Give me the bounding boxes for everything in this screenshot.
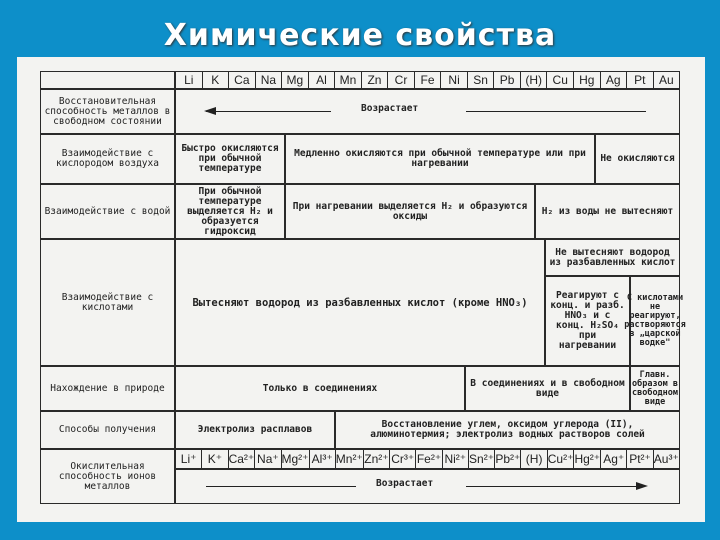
top-metal-cell: Hg <box>574 72 601 88</box>
acids-dilute-cell: Вытесняют водород из разбавленных кислот (кроме HNO₃) <box>175 239 545 366</box>
top-metal-cell: Pb <box>494 72 521 88</box>
water-heat-cell: При нагревании выделяется H₂ и образуются оксиды <box>285 184 535 239</box>
top-metal-cell: Li <box>176 72 203 88</box>
bottom-metal-cell: Ag⁺ <box>601 450 627 468</box>
acids-aqua-regia-cell: С кислотами не реагируют, растворяются в „царской водке" <box>630 276 680 366</box>
top-metal-cell: Cr <box>388 72 415 88</box>
top-metal-cell: Sn <box>468 72 495 88</box>
left-arrow-line <box>206 111 331 112</box>
bottom-metal-cell: Mn²⁺ <box>335 452 363 466</box>
oxygen-slow-cell: Медленно окисляются при обычной температуре или при нагревании <box>285 134 595 184</box>
nature-compounds-cell: Только в соединениях <box>175 366 465 411</box>
top-metal-cell: K <box>203 72 230 88</box>
acids-conc-cell: Реагируют с конц. и разб. HNO₃ и с конц. H₂SO₄ при нагревании <box>545 276 630 366</box>
water-none-cell: H₂ из воды не вытесняют <box>535 184 680 239</box>
top-metal-cell: Fe <box>415 72 442 88</box>
reducing-trend-cell <box>175 89 680 134</box>
slide-title: Химические свойства <box>163 18 557 53</box>
corner-cell <box>40 71 175 89</box>
nature-both-cell: В соединениях и в свободном виде <box>465 366 630 411</box>
row-label-oxygen: Взаимодействие с кислородом воздуха <box>40 134 175 184</box>
bottom-metal-cell: Cr³⁺ <box>390 450 416 468</box>
bottom-right-line <box>466 486 636 487</box>
bottom-metal-cell: Hg²⁺ <box>574 452 601 466</box>
row-label-methods: Способы получения <box>40 411 175 449</box>
top-metal-cell: Zn <box>362 72 389 88</box>
water-cold-cell: При обычной температуре выделяется H₂ и образуется гидроксид <box>175 184 285 239</box>
row-label-acids: Взаимодействие с кислотами <box>40 239 175 366</box>
bottom-arrow-head <box>636 482 648 490</box>
bottom-metal-cell: Ni²⁺ <box>443 450 469 468</box>
row-label-oxidizing: Окислительная способность ионов металлов <box>40 449 175 504</box>
oxygen-none-cell: Не окисляются <box>595 134 680 184</box>
row-label-nature: Нахождение в природе <box>40 366 175 411</box>
bottom-metal-cell: Mg²⁺ <box>281 452 309 466</box>
metals-row-bottom <box>175 449 680 469</box>
bottom-metal-cell: Al³⁺ <box>310 450 336 468</box>
top-metal-cell: Ag <box>601 72 628 88</box>
oxygen-fast-cell: Быстро окисляются при обычной температуре <box>175 134 285 184</box>
bottom-metal-cell: Na⁺ <box>255 450 281 468</box>
bottom-metal-cell: Sn²⁺ <box>469 452 495 466</box>
top-metal-cell: Mn <box>335 72 362 88</box>
bottom-metal-cell: Fe²⁺ <box>416 452 442 466</box>
left-arrow-head <box>204 107 216 115</box>
top-metal-cell: Al <box>309 72 336 88</box>
oxidizing-trend-text: Возрастает <box>376 478 434 489</box>
top-metal-cell: Mg <box>282 72 309 88</box>
nature-free-cell: Главн. образом в свободном виде <box>630 366 680 411</box>
metals-row-top <box>175 71 680 89</box>
bottom-metal-cell: Zn²⁺ <box>364 452 389 466</box>
top-metal-cell: Pt <box>627 72 654 88</box>
row-label-reducing: Восстановительная способность металлов в свободном состоянии <box>40 89 175 134</box>
methods-reduction-cell: Восстановление углем, оксидом углерода (II), алюминотермия; электролиз водных растворов солей <box>335 411 680 449</box>
bottom-metal-cell: Pb²⁺ <box>495 452 521 466</box>
top-metal-cell: Cu <box>547 72 574 88</box>
oxidizing-trend-cell <box>175 469 680 504</box>
bottom-metal-cell: (H) <box>521 450 547 468</box>
top-metal-cell: (H) <box>521 72 548 88</box>
row-label-water: Взаимодействие с водой <box>40 184 175 239</box>
bottom-left-line <box>206 486 356 487</box>
top-metal-cell: Ca <box>229 72 256 88</box>
bottom-metal-cell: Ca²⁺ <box>228 452 255 466</box>
bottom-metal-cell: K⁺ <box>202 450 228 468</box>
right-arrow-line <box>466 111 646 112</box>
bottom-metal-cell: Pt²⁺ <box>627 450 653 468</box>
top-metal-cell: Au <box>658 73 674 87</box>
top-metal-cell: Na <box>256 72 283 88</box>
reducing-trend-text: Возрастает <box>361 103 419 114</box>
top-metal-cell: Ni <box>441 72 468 88</box>
acids-no-h2-cell: Не вытесняют водород из разбавленных кислот <box>545 239 680 276</box>
methods-electrolysis-cell: Электролиз расплавов <box>175 411 335 449</box>
bottom-metal-cell: Au³⁺ <box>653 452 679 466</box>
table-sheet <box>17 57 705 522</box>
bottom-metal-cell: Cu²⁺ <box>547 452 574 466</box>
bottom-metal-cell: Li⁺ <box>176 450 202 468</box>
